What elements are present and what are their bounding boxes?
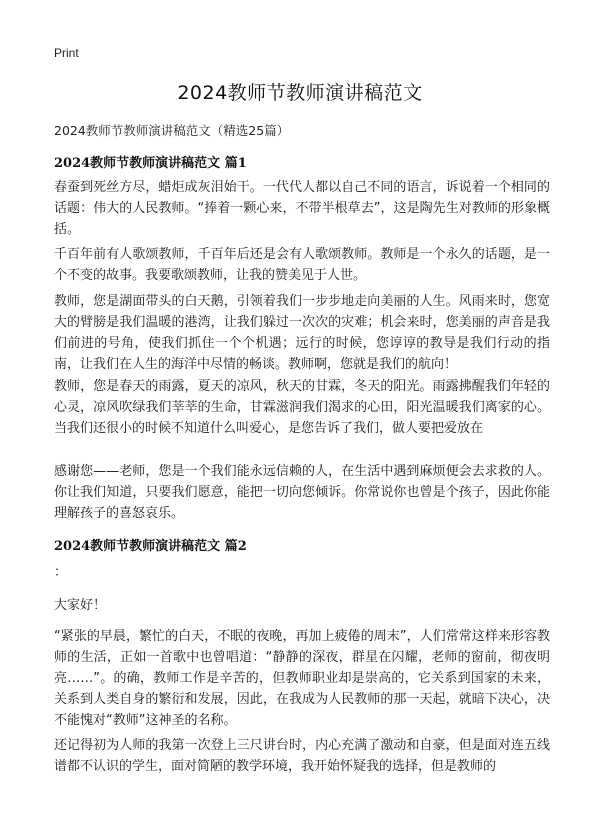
page-title: 2024教师节教师演讲稿范文 — [177, 82, 423, 104]
section-1-paragraph-4: 教师，您是春天的雨露，夏天的凉风，秋天的甘霖，冬天的阳光。雨露拂醒我们年轻的心灵，凉风吹绿我们莘莘的生命，甘霖滋润我们渴求的心田，阳光温暖我们离家的心。当我们还很小的时候不知道什么叫爱心，是您告诉了我们，做人要把爱放在 — [54, 379, 550, 436]
section-1-paragraph-2: 千百年前有人歌颂教师，千百年后还是会有人歌颂教师。教师是一个永久的话题，是一个不变的故事。我要歌颂教师，让我的赞美见于人世。 — [54, 247, 550, 283]
section-2-paragraph-2: 大家好！ — [54, 598, 107, 613]
section-heading-1: 2024教师节教师演讲稿范文 篇1 — [54, 156, 247, 171]
section-1-paragraph-1: 春蚕到死丝方尽，蜡炬成灰泪始干。一代代人都以自己不同的语言，诉说着一个相同的话题：伟大的人民教师。“捧着一颗心来，不带半根草去”，这是陶先生对教师的形象概括。 — [54, 180, 550, 237]
section-2-paragraph-4: 还记得初为人师的我第一次登上三尺讲台时，内心充满了激动和自豪，但是面对连五线谱都不认识的学生，面对简陋的教学环境，我开始怀疑我的选择，但是教师的 — [54, 738, 550, 774]
section-1-paragraph-5: 感谢您——老师，您是一个我们能永远信赖的人，在生活中遇到麻烦便会去求救的人。你让我们知道，只要我们愿意，能把一切向您倾诉。你常说你也曾是个孩子，因此你能理解孩子的喜怒哀乐。 — [54, 464, 550, 521]
section-2-paragraph-1: ： — [54, 565, 68, 580]
print-link[interactable]: Print — [54, 46, 79, 60]
section-heading-2: 2024教师节教师演讲稿范文 篇2 — [54, 539, 247, 554]
section-2-paragraph-3: “紧张的早晨，繁忙的白天，不眠的夜晚，再加上疲倦的周末”，人们常常这样来形容教师的生活，正如一首歌中也曾唱道：“静静的深夜，群星在闪耀，老师的窗前，彻夜明亮……”。的确，教师工作是辛苦的，但教师职业却是崇高的，它关系到国家的未来，关系到人类自身的繁衍和发展，因此，在我成为人民教师的那一天起，就暗下决心，决不能愧对“教师”这神圣的名称。 — [54, 629, 550, 728]
page-subtitle: 2024教师节教师演讲稿范文（精选25篇） — [54, 123, 290, 138]
section-1-paragraph-3: 教师，您是湖面带头的白天鹅，引领着我们一步步地走向美丽的人生。风雨来时，您宽大的臂膀是我们温暖的港湾，让我们躲过一次次的灾难；机会来时，您美丽的声音是我们前进的号角，使我们抓住一个个机遇；远行的时候，您谆谆的教导是我们行动的指南，让我们在人生的海洋中尽情的畅谈。教师啊，您就是我们的航向！ — [54, 294, 550, 372]
